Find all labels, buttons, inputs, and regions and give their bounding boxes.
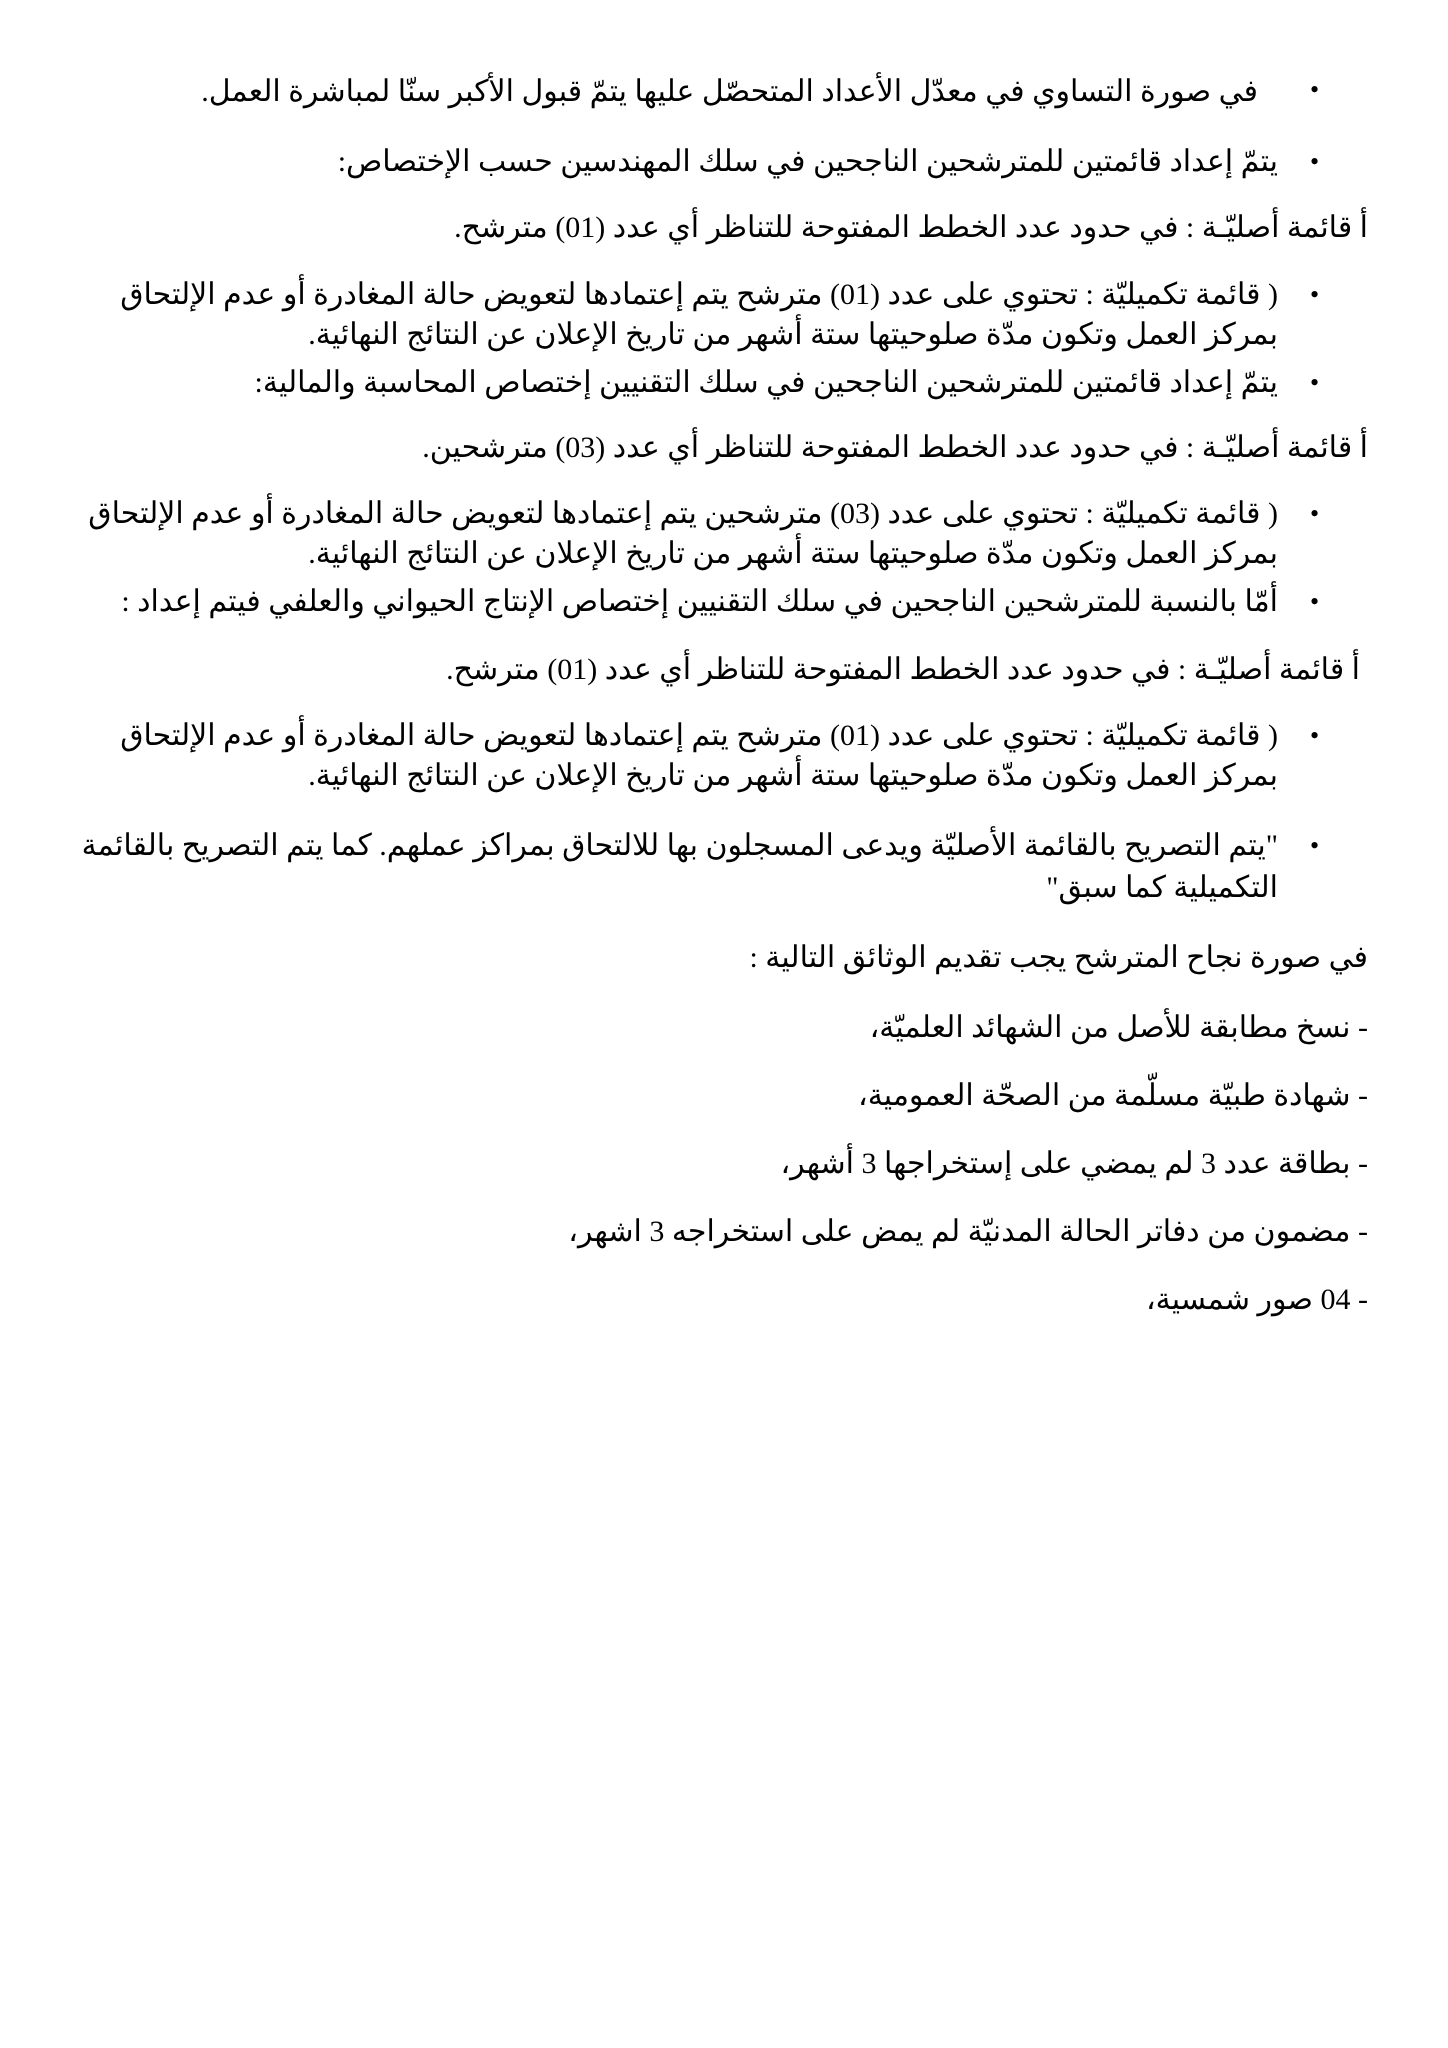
technicians-accounting-complementary-list: ( قائمة تكميليّة : تحتوي على عدد (03) مترشحين يتم إعتمادها لتعويض حالة المغادرة أو عدم الإلتحاق	[88, 497, 1278, 530]
engineers-lists-intro: يتمّ إعداد قائمتين للمترشحين الناجحين في سلك المهندسين حسب الإختصاص:	[337, 145, 1278, 178]
technicians-animal-complementary-list: ( قائمة تكميليّة : تحتوي على عدد (01) مترشح يتم إعتمادها لتعويض حالة المغادرة أو عدم الإلتحاق	[120, 719, 1278, 752]
tie-break-rule: في صورة التساوي في معدّل الأعداد المتحصّل عليها يتمّ قبول الأكبر سنّا لمباشرة العمل.	[201, 75, 1258, 108]
document-item-certificates: - نسخ مطابقة للأصل من الشهائد العلميّة،	[869, 1011, 1368, 1044]
bullet-2: •	[1310, 147, 1320, 176]
technicians-accounting-main-list: أ قائمة أصليّـة : في حدود عدد الخطط المفتوحة للتناظر أي عدد (03) مترشحين.	[422, 431, 1368, 464]
declaration-note-cont: التكميلية كما سبق"	[1046, 871, 1278, 904]
technicians-accounting-complementary-list-cont: بمركز العمل وتكون مدّة صلوحيتها ستة أشهر من تاريخ الإعلان عن النتائج النهائية.	[308, 537, 1278, 570]
bullet-3: •	[1310, 280, 1320, 309]
engineers-complementary-list: ( قائمة تكميليّة : تحتوي على عدد (01) مترشح يتم إعتمادها لتعويض حالة المغادرة أو عدم الإلتحاق	[120, 278, 1278, 311]
bullet-5: •	[1310, 499, 1320, 528]
technicians-animal-main-list: أ قائمة أصليّـة : في حدود عدد الخطط المفتوحة للتناظر أي عدد (01) مترشح.	[446, 653, 1360, 686]
technicians-animal-production-intro: أمّا بالنسبة للمترشحين الناجحين في سلك التقنيين إختصاص الإنتاج الحيواني والعلفي فيتم إعداد :	[121, 585, 1278, 618]
bullet-1: •	[1310, 75, 1320, 104]
declaration-note: "يتم التصريح بالقائمة الأصليّة ويدعى المسجلون بها للالتحاق بمراكز عملهم. كما يتم التصريح بالقائمة	[81, 829, 1278, 862]
document-item-civil-status-extract: - مضمون من دفاتر الحالة المدنيّة لم يمض على استخراجه 3 اشهر،	[568, 1215, 1368, 1248]
bullet-8: •	[1310, 831, 1320, 860]
technicians-accounting-intro: يتمّ إعداد قائمتين للمترشحين الناجحين في سلك التقنيين إختصاص المحاسبة والمالية:	[254, 366, 1278, 399]
bullet-7: •	[1310, 721, 1320, 750]
bullet-4: •	[1310, 368, 1320, 397]
required-documents-heading: في صورة نجاح المترشح يجب تقديم الوثائق التالية :	[749, 941, 1368, 974]
document-item-medical-certificate: - شهادة طبيّة مسلّمة من الصحّة العمومية،	[858, 1079, 1368, 1112]
engineers-main-list: أ قائمة أصليّـة : في حدود عدد الخطط المفتوحة للتناظر أي عدد (01) مترشح.	[454, 211, 1368, 244]
bullet-6: •	[1310, 587, 1320, 616]
document-item-photos: - 04 صور شمسية،	[1145, 1283, 1368, 1316]
technicians-animal-complementary-list-cont: بمركز العمل وتكون مدّة صلوحيتها ستة أشهر من تاريخ الإعلان عن النتائج النهائية.	[308, 759, 1278, 792]
document-item-criminal-record: - بطاقة عدد 3 لم يمضي على إستخراجها 3 أشهر،	[780, 1147, 1368, 1180]
engineers-complementary-list-cont: بمركز العمل وتكون مدّة صلوحيتها ستة أشهر من تاريخ الإعلان عن النتائج النهائية.	[308, 318, 1278, 351]
